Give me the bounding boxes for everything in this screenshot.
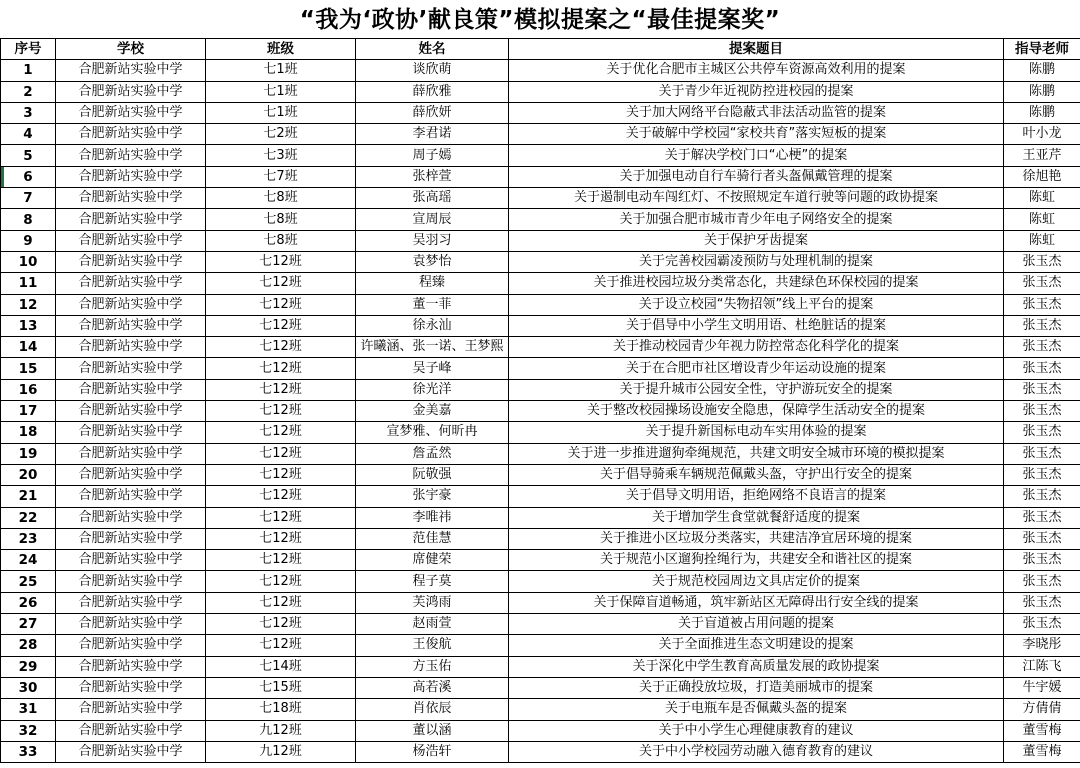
cell-school[interactable]: 合肥新站实验中学 xyxy=(56,528,206,549)
cell-advisor[interactable]: 陈虹 xyxy=(1004,188,1080,209)
cell-school[interactable]: 合肥新站实验中学 xyxy=(56,230,206,251)
cell-class[interactable]: 七12班 xyxy=(206,614,356,635)
header-row xyxy=(1,39,1080,60)
cell-class[interactable]: 七15班 xyxy=(206,677,356,698)
cell-index[interactable]: 10 xyxy=(1,251,56,272)
cell-index[interactable]: 14 xyxy=(1,337,56,358)
table-row xyxy=(1,102,1080,123)
cell-school[interactable]: 合肥新站实验中学 xyxy=(56,124,206,145)
table-row xyxy=(1,699,1080,720)
cell-proposal-title[interactable]: 关于深化中学生教育高质量发展的政协提案 xyxy=(509,656,1004,677)
table-row xyxy=(1,379,1080,400)
header-class[interactable]: 班级 xyxy=(206,39,356,60)
table-row xyxy=(1,443,1080,464)
table-row xyxy=(1,592,1080,613)
cell-index[interactable]: 20 xyxy=(1,464,56,485)
cell-advisor[interactable]: 董雪梅 xyxy=(1004,720,1080,741)
cell-student-name[interactable]: 高若溪 xyxy=(356,677,509,698)
cell-class[interactable]: 七12班 xyxy=(206,337,356,358)
cell-advisor[interactable]: 牛宇媛 xyxy=(1004,677,1080,698)
table-row xyxy=(1,528,1080,549)
cell-index[interactable]: 17 xyxy=(1,401,56,422)
cell-class[interactable]: 九12班 xyxy=(206,741,356,762)
cell-advisor[interactable]: 叶小龙 xyxy=(1004,124,1080,145)
cell-class[interactable]: 七12班 xyxy=(206,422,356,443)
cell-index[interactable]: 1 xyxy=(1,60,56,81)
cell-class[interactable]: 七12班 xyxy=(206,401,356,422)
cell-index[interactable]: 25 xyxy=(1,571,56,592)
cell-class[interactable]: 九12班 xyxy=(206,720,356,741)
cell-class[interactable]: 七12班 xyxy=(206,507,356,528)
table-row xyxy=(1,166,1080,187)
cell-advisor[interactable]: 陈虹 xyxy=(1004,209,1080,230)
cell-class[interactable]: 七12班 xyxy=(206,464,356,485)
table-row xyxy=(1,677,1080,698)
cell-proposal-title[interactable]: 关于解决学校门口“心梗”的提案 xyxy=(509,145,1004,166)
cell-student-name[interactable]: 芙鸿雨 xyxy=(356,592,509,613)
table-row xyxy=(1,464,1080,485)
cell-proposal-title[interactable]: 关于推动校园青少年视力防控常态化科学化的提案 xyxy=(509,337,1004,358)
cell-advisor[interactable]: 陈鹏 xyxy=(1004,102,1080,123)
cell-student-name[interactable]: 程臻 xyxy=(356,273,509,294)
cell-school[interactable]: 合肥新站实验中学 xyxy=(56,209,206,230)
cell-proposal-title[interactable]: 关于加大网络平台隐蔽式非法活动监管的提案 xyxy=(509,102,1004,123)
table-row xyxy=(1,60,1080,81)
cell-proposal-title[interactable]: 关于保护牙齿提案 xyxy=(509,230,1004,251)
cell-advisor[interactable]: 陈鹏 xyxy=(1004,60,1080,81)
cell-index[interactable]: 24 xyxy=(1,550,56,571)
cell-class[interactable]: 七12班 xyxy=(206,550,356,571)
cell-student-name[interactable]: 薛欣妍 xyxy=(356,102,509,123)
cell-proposal-title[interactable]: 关于倡导中小学生文明用语、杜绝脏话的提案 xyxy=(509,315,1004,336)
cell-student-name[interactable]: 詹孟然 xyxy=(356,443,509,464)
cell-school[interactable]: 合肥新站实验中学 xyxy=(56,486,206,507)
table-row xyxy=(1,294,1080,315)
cell-advisor[interactable]: 张玉杰 xyxy=(1004,358,1080,379)
cell-student-name[interactable]: 阮敬强 xyxy=(356,464,509,485)
cell-class[interactable]: 七8班 xyxy=(206,209,356,230)
cell-proposal-title[interactable]: 关于保障盲道畅通，筑牢新站区无障碍出行安全线的提案 xyxy=(509,592,1004,613)
sheet-title: “我为‘政协’献良策”模拟提案之“最佳提案奖” xyxy=(299,7,781,33)
cell-student-name[interactable]: 范佳慧 xyxy=(356,528,509,549)
cell-proposal-title[interactable]: 关于增加学生食堂就餐舒适度的提案 xyxy=(509,507,1004,528)
cell-index[interactable]: 3 xyxy=(1,102,56,123)
cell-proposal-title[interactable]: 关于加强合肥市城市青少年电子网络安全的提案 xyxy=(509,209,1004,230)
table-row xyxy=(1,614,1080,635)
cell-school[interactable]: 合肥新站实验中学 xyxy=(56,81,206,102)
table-row xyxy=(1,315,1080,336)
cell-class[interactable]: 七12班 xyxy=(206,592,356,613)
table-row xyxy=(1,337,1080,358)
cell-class[interactable]: 七7班 xyxy=(206,166,356,187)
cell-advisor[interactable]: 张玉杰 xyxy=(1004,550,1080,571)
cell-advisor[interactable]: 张玉杰 xyxy=(1004,614,1080,635)
cell-school[interactable]: 合肥新站实验中学 xyxy=(56,188,206,209)
cell-proposal-title[interactable]: 关于提升新国标电动车实用体验的提案 xyxy=(509,422,1004,443)
cell-index[interactable]: 9 xyxy=(1,230,56,251)
cell-class[interactable]: 七2班 xyxy=(206,124,356,145)
cell-class[interactable]: 七1班 xyxy=(206,81,356,102)
table-row xyxy=(1,741,1080,762)
cell-proposal-title[interactable]: 关于倡导骑乘车辆规范佩戴头盔，守护出行安全的提案 xyxy=(509,464,1004,485)
cell-class[interactable]: 七1班 xyxy=(206,60,356,81)
cell-advisor[interactable]: 张玉杰 xyxy=(1004,273,1080,294)
cell-school[interactable]: 合肥新站实验中学 xyxy=(56,443,206,464)
cell-advisor[interactable]: 张玉杰 xyxy=(1004,443,1080,464)
cell-index[interactable]: 23 xyxy=(1,528,56,549)
proposal-award-table xyxy=(0,38,1080,763)
cell-index[interactable]: 31 xyxy=(1,699,56,720)
cell-school[interactable]: 合肥新站实验中学 xyxy=(56,358,206,379)
cell-school[interactable]: 合肥新站实验中学 xyxy=(56,102,206,123)
table-row xyxy=(1,358,1080,379)
cell-index[interactable]: 5 xyxy=(1,145,56,166)
cell-index[interactable]: 8 xyxy=(1,209,56,230)
cell-proposal-title[interactable]: 关于进一步推进遛狗牵绳规范，共建文明安全城市环境的模拟提案 xyxy=(509,443,1004,464)
cell-advisor[interactable]: 陈鹏 xyxy=(1004,81,1080,102)
cell-proposal-title[interactable]: 关于正确投放垃圾，打造美丽城市的提案 xyxy=(509,677,1004,698)
cell-index[interactable]: 15 xyxy=(1,358,56,379)
cell-advisor[interactable]: 张玉杰 xyxy=(1004,507,1080,528)
cell-index[interactable]: 16 xyxy=(1,379,56,400)
table-row xyxy=(1,486,1080,507)
cell-index[interactable]: 28 xyxy=(1,635,56,656)
cell-proposal-title[interactable]: 关于中小学生心理健康教育的建议 xyxy=(509,720,1004,741)
cell-index[interactable]: 26 xyxy=(1,592,56,613)
cell-student-name[interactable]: 金美嘉 xyxy=(356,401,509,422)
cell-student-name[interactable]: 董以涵 xyxy=(356,720,509,741)
cell-student-name[interactable]: 程子莫 xyxy=(356,571,509,592)
cell-school[interactable]: 合肥新站实验中学 xyxy=(56,741,206,762)
table-row xyxy=(1,188,1080,209)
cell-proposal-title[interactable]: 关于规范小区遛狗拴绳行为，共建安全和谐社区的提案 xyxy=(509,550,1004,571)
cell-advisor[interactable]: 张玉杰 xyxy=(1004,401,1080,422)
cell-student-name[interactable]: 李君诺 xyxy=(356,124,509,145)
cell-school[interactable]: 合肥新站实验中学 xyxy=(56,571,206,592)
cell-advisor[interactable]: 徐旭艳 xyxy=(1004,166,1080,187)
cell-advisor[interactable]: 张玉杰 xyxy=(1004,315,1080,336)
cell-proposal-title[interactable]: 关于遏制电动车闯红灯、不按照规定车道行驶等问题的政协提案 xyxy=(509,188,1004,209)
table-row xyxy=(1,401,1080,422)
cell-advisor[interactable]: 张玉杰 xyxy=(1004,294,1080,315)
cell-class[interactable]: 七12班 xyxy=(206,273,356,294)
cell-index[interactable]: 6 xyxy=(1,166,56,187)
cell-student-name[interactable]: 张梓萱 xyxy=(356,166,509,187)
cell-advisor[interactable]: 张玉杰 xyxy=(1004,337,1080,358)
cell-index[interactable]: 33 xyxy=(1,741,56,762)
cell-advisor[interactable]: 张玉杰 xyxy=(1004,571,1080,592)
cell-advisor[interactable]: 张玉杰 xyxy=(1004,464,1080,485)
cell-index[interactable]: 32 xyxy=(1,720,56,741)
cell-student-name[interactable]: 周子嫣 xyxy=(356,145,509,166)
cell-advisor[interactable]: 李晓彤 xyxy=(1004,635,1080,656)
cell-student-name[interactable]: 董一菲 xyxy=(356,294,509,315)
cell-index[interactable]: 13 xyxy=(1,315,56,336)
cell-school[interactable]: 合肥新站实验中学 xyxy=(56,401,206,422)
table-row xyxy=(1,273,1080,294)
cell-index[interactable]: 12 xyxy=(1,294,56,315)
cell-advisor[interactable]: 张玉杰 xyxy=(1004,486,1080,507)
table-row xyxy=(1,209,1080,230)
cell-index[interactable]: 22 xyxy=(1,507,56,528)
cell-school[interactable]: 合肥新站实验中学 xyxy=(56,592,206,613)
table-row xyxy=(1,124,1080,145)
cell-advisor[interactable]: 董雪梅 xyxy=(1004,741,1080,762)
cell-school[interactable]: 合肥新站实验中学 xyxy=(56,507,206,528)
cell-school[interactable]: 合肥新站实验中学 xyxy=(56,379,206,400)
header-index[interactable]: 序号 xyxy=(1,39,56,60)
cell-class[interactable]: 七8班 xyxy=(206,188,356,209)
header-proposal-title[interactable]: 提案题目 xyxy=(509,39,1004,60)
cell-student-name[interactable]: 肖依辰 xyxy=(356,699,509,720)
cell-student-name[interactable]: 徐永汕 xyxy=(356,315,509,336)
cell-index[interactable]: 4 xyxy=(1,124,56,145)
cell-school[interactable]: 合肥新站实验中学 xyxy=(56,550,206,571)
cell-index[interactable]: 7 xyxy=(1,188,56,209)
cell-class[interactable]: 七3班 xyxy=(206,145,356,166)
cell-student-name[interactable]: 席健荣 xyxy=(356,550,509,571)
cell-class[interactable]: 七12班 xyxy=(206,486,356,507)
cell-proposal-title[interactable]: 关于青少年近视防控进校园的提案 xyxy=(509,81,1004,102)
cell-index[interactable]: 2 xyxy=(1,81,56,102)
table-row xyxy=(1,230,1080,251)
cell-school[interactable]: 合肥新站实验中学 xyxy=(56,60,206,81)
cell-advisor[interactable]: 张玉杰 xyxy=(1004,251,1080,272)
cell-school[interactable]: 合肥新站实验中学 xyxy=(56,273,206,294)
table-row xyxy=(1,550,1080,571)
cell-advisor[interactable]: 张玉杰 xyxy=(1004,379,1080,400)
cell-school[interactable]: 合肥新站实验中学 xyxy=(56,614,206,635)
cell-proposal-title[interactable]: 关于全面推进生态文明建设的提案 xyxy=(509,635,1004,656)
cell-student-name[interactable]: 赵雨萱 xyxy=(356,614,509,635)
header-advisor[interactable]: 指导老师 xyxy=(1004,39,1080,60)
cell-index[interactable]: 18 xyxy=(1,422,56,443)
cell-class[interactable]: 七18班 xyxy=(206,699,356,720)
cell-proposal-title[interactable]: 关于中小学校园劳动融入德育教育的建议 xyxy=(509,741,1004,762)
cell-proposal-title[interactable]: 关于倡导文明用语，拒绝网络不良语言的提案 xyxy=(509,486,1004,507)
cell-student-name[interactable]: 王俊航 xyxy=(356,635,509,656)
cell-school[interactable]: 合肥新站实验中学 xyxy=(56,294,206,315)
cell-proposal-title[interactable]: 关于加强电动自行车骑行者头盔佩戴管理的提案 xyxy=(509,166,1004,187)
table-row xyxy=(1,145,1080,166)
cell-proposal-title[interactable]: 关于推进小区垃圾分类落实，共建洁净宜居环境的提案 xyxy=(509,528,1004,549)
table-row xyxy=(1,507,1080,528)
cell-school[interactable]: 合肥新站实验中学 xyxy=(56,337,206,358)
cell-class[interactable]: 七12班 xyxy=(206,315,356,336)
cell-index[interactable]: 29 xyxy=(1,656,56,677)
cell-school[interactable]: 合肥新站实验中学 xyxy=(56,656,206,677)
cell-class[interactable]: 七14班 xyxy=(206,656,356,677)
cell-school[interactable]: 合肥新站实验中学 xyxy=(56,464,206,485)
cell-class[interactable]: 七12班 xyxy=(206,294,356,315)
cell-class[interactable]: 七12班 xyxy=(206,358,356,379)
cell-advisor[interactable]: 方倩倩 xyxy=(1004,699,1080,720)
cell-class[interactable]: 七12班 xyxy=(206,379,356,400)
cell-index[interactable]: 11 xyxy=(1,273,56,294)
cell-proposal-title[interactable]: 关于完善校园霸凌预防与处理机制的提案 xyxy=(509,251,1004,272)
table-row xyxy=(1,571,1080,592)
cell-proposal-title[interactable]: 关于推进校园垃圾分类常态化，共建绿色环保校园的提案 xyxy=(509,273,1004,294)
table-body xyxy=(1,60,1080,763)
cell-class[interactable]: 七12班 xyxy=(206,528,356,549)
cell-class[interactable]: 七12班 xyxy=(206,251,356,272)
cell-proposal-title[interactable]: 关于破解中学校园“家校共育”落实短板的提案 xyxy=(509,124,1004,145)
table-row xyxy=(1,635,1080,656)
cell-proposal-title[interactable]: 关于规范校园周边文具店定价的提案 xyxy=(509,571,1004,592)
cell-school[interactable]: 合肥新站实验中学 xyxy=(56,145,206,166)
cell-class[interactable]: 七12班 xyxy=(206,635,356,656)
cell-school[interactable]: 合肥新站实验中学 xyxy=(56,251,206,272)
cell-student-name[interactable]: 宣梦雅、何昕冉 xyxy=(356,422,509,443)
cell-index[interactable]: 21 xyxy=(1,486,56,507)
cell-student-name[interactable]: 许曦涵、张一诺、王梦熙 xyxy=(356,337,509,358)
cell-advisor[interactable]: 张玉杰 xyxy=(1004,422,1080,443)
cell-class[interactable]: 七12班 xyxy=(206,571,356,592)
cell-proposal-title[interactable]: 关于整改校园操场设施安全隐患，保障学生活动安全的提案 xyxy=(509,401,1004,422)
table-row xyxy=(1,81,1080,102)
table-row xyxy=(1,251,1080,272)
cell-school[interactable]: 合肥新站实验中学 xyxy=(56,166,206,187)
cell-advisor[interactable]: 张玉杰 xyxy=(1004,592,1080,613)
cell-student-name[interactable]: 张高瑶 xyxy=(356,188,509,209)
cell-student-name[interactable]: 吴羽习 xyxy=(356,230,509,251)
cell-proposal-title[interactable]: 关于优化合肥市主城区公共停车资源高效利用的提案 xyxy=(509,60,1004,81)
cell-proposal-title[interactable]: 关于电瓶车是否佩戴头盔的提案 xyxy=(509,699,1004,720)
cell-advisor[interactable]: 江陈飞 xyxy=(1004,656,1080,677)
table-row xyxy=(1,656,1080,677)
cell-index[interactable]: 27 xyxy=(1,614,56,635)
cell-proposal-title[interactable]: 关于在合肥市社区增设青少年运动设施的提案 xyxy=(509,358,1004,379)
cell-student-name[interactable]: 吴子峰 xyxy=(356,358,509,379)
cell-index[interactable]: 30 xyxy=(1,677,56,698)
cell-proposal-title[interactable]: 关于提升城市公园安全性，守护游玩安全的提案 xyxy=(509,379,1004,400)
header-school[interactable]: 学校 xyxy=(56,39,206,60)
cell-student-name[interactable]: 薛欣雅 xyxy=(356,81,509,102)
cell-student-name[interactable]: 宣周辰 xyxy=(356,209,509,230)
header-name[interactable]: 姓名 xyxy=(356,39,509,60)
cell-student-name[interactable]: 张宇豪 xyxy=(356,486,509,507)
cell-school[interactable]: 合肥新站实验中学 xyxy=(56,422,206,443)
cell-class[interactable]: 七12班 xyxy=(206,443,356,464)
table-row xyxy=(1,720,1080,741)
cell-student-name[interactable]: 袁梦怡 xyxy=(356,251,509,272)
cell-proposal-title[interactable]: 关于设立校园“失物招领”线上平台的提案 xyxy=(509,294,1004,315)
cell-class[interactable]: 七1班 xyxy=(206,102,356,123)
cell-school[interactable]: 合肥新站实验中学 xyxy=(56,635,206,656)
cell-proposal-title[interactable]: 关于盲道被占用问题的提案 xyxy=(509,614,1004,635)
cell-advisor[interactable]: 张玉杰 xyxy=(1004,528,1080,549)
cell-student-name[interactable]: 杨浩轩 xyxy=(356,741,509,762)
cell-student-name[interactable]: 李唯祎 xyxy=(356,507,509,528)
cell-index[interactable]: 19 xyxy=(1,443,56,464)
cell-student-name[interactable]: 方玉佑 xyxy=(356,656,509,677)
cell-student-name[interactable]: 徐光洋 xyxy=(356,379,509,400)
cell-school[interactable]: 合肥新站实验中学 xyxy=(56,699,206,720)
cell-student-name[interactable]: 谈欣萌 xyxy=(356,60,509,81)
cell-school[interactable]: 合肥新站实验中学 xyxy=(56,315,206,336)
cell-advisor[interactable]: 王亚芹 xyxy=(1004,145,1080,166)
cell-class[interactable]: 七8班 xyxy=(206,230,356,251)
cell-school[interactable]: 合肥新站实验中学 xyxy=(56,677,206,698)
cell-school[interactable]: 合肥新站实验中学 xyxy=(56,720,206,741)
cell-advisor[interactable]: 陈虹 xyxy=(1004,230,1080,251)
table-row xyxy=(1,422,1080,443)
